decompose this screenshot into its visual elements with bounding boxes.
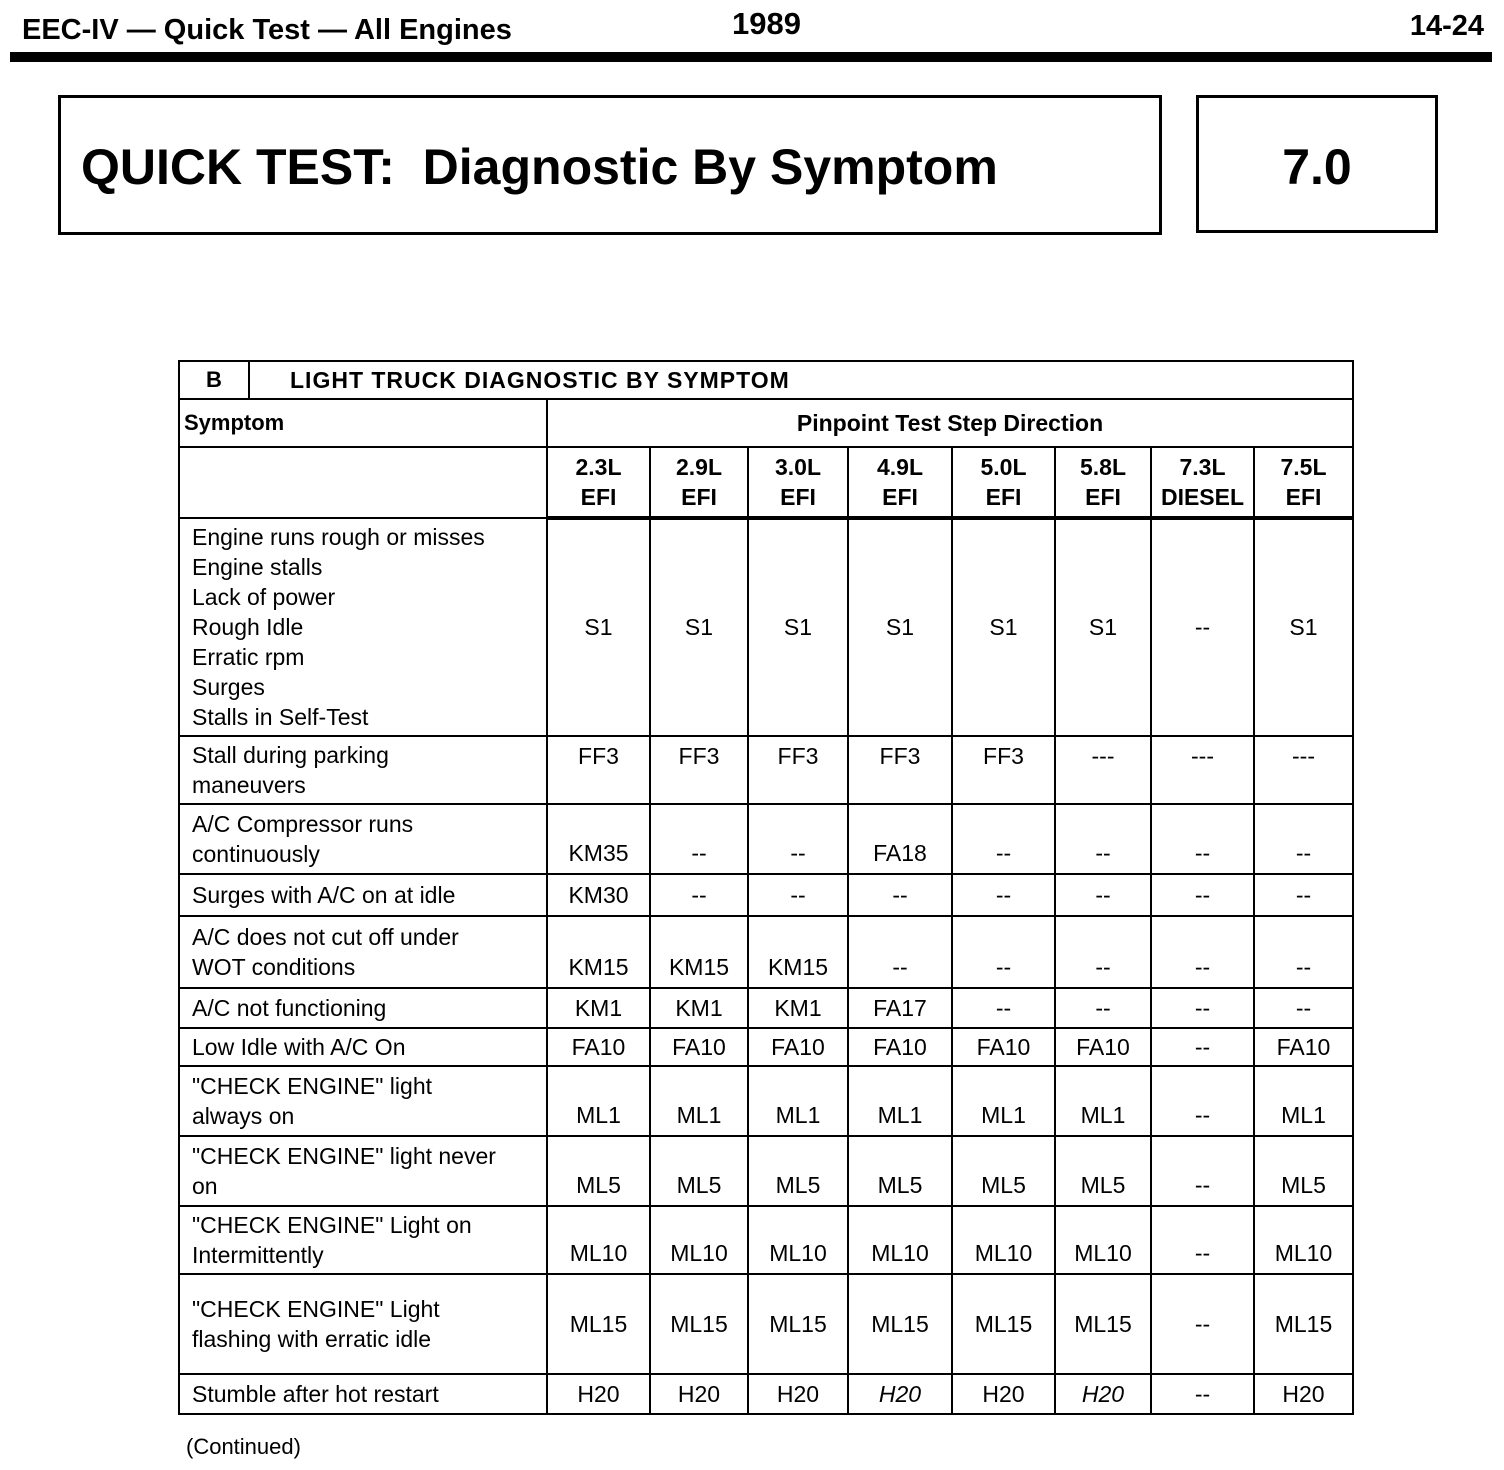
page-header [10, 0, 1490, 60]
symptom-cell [179, 874, 547, 916]
test-step-code: FA10 [650, 1028, 748, 1066]
table-row [179, 736, 1353, 804]
test-step-code: -- [650, 804, 748, 874]
symptom-line: Intermittently [192, 1242, 324, 1268]
test-step-code: H20 [650, 1374, 748, 1414]
test-step-code: FF3 [650, 736, 748, 804]
engine-type: EFI [985, 484, 1022, 510]
engine-header-blank [179, 447, 547, 518]
table-row [179, 988, 1353, 1028]
test-step-code: ML10 [848, 1206, 952, 1274]
test-step-code: ML1 [1055, 1066, 1151, 1136]
test-step-code: -- [1055, 874, 1151, 916]
symptom-line: continuously [192, 841, 320, 867]
test-step-code: -- [1055, 916, 1151, 988]
engine-size: 3.0L [774, 454, 822, 480]
table-header-row [179, 399, 1353, 447]
test-step-code: -- [1151, 1206, 1254, 1274]
symptom-line: Stall during parking [192, 742, 389, 768]
test-step-code: -- [952, 916, 1055, 988]
engine-type: EFI [1085, 484, 1121, 510]
test-step-code: S1 [748, 518, 848, 736]
engine-size: 7.3L [1179, 454, 1226, 480]
header-title: EEC-IV — Quick Test — All Engines [22, 14, 512, 46]
test-step-code: ML10 [952, 1206, 1055, 1274]
symptom-line: "CHECK ENGINE" light [192, 1073, 432, 1099]
symptom-cell [179, 804, 547, 874]
engine-header [1254, 447, 1353, 518]
symptom-line: Engine stalls [192, 554, 323, 580]
test-step-code: ML5 [650, 1136, 748, 1206]
engine-size: 2.3L [575, 454, 622, 480]
test-step-code: -- [1254, 874, 1353, 916]
symptom-line: A/C does not cut off under [192, 924, 459, 950]
test-step-code: -- [1151, 874, 1254, 916]
table-row [179, 1028, 1353, 1066]
test-step-code: ML15 [547, 1274, 650, 1374]
test-step-code: ML5 [748, 1136, 848, 1206]
test-step-code: -- [952, 988, 1055, 1028]
test-step-code: FA10 [1055, 1028, 1151, 1066]
table-row [179, 1374, 1353, 1414]
test-step-code: --- [1254, 736, 1353, 804]
test-step-code: KM1 [650, 988, 748, 1028]
section-number: 7.0 [1282, 139, 1352, 195]
test-step-code: FA18 [848, 804, 952, 874]
test-step-code: KM1 [547, 988, 650, 1028]
test-step-code: -- [748, 804, 848, 874]
test-step-code: KM15 [650, 916, 748, 988]
title-box [58, 95, 1162, 235]
symptom-line: maneuvers [192, 772, 306, 798]
table-id: B [179, 361, 249, 399]
test-step-code: -- [1151, 916, 1254, 988]
diagnostic-table [178, 360, 1354, 1415]
test-step-code: -- [1151, 518, 1254, 736]
test-step-code: ML1 [848, 1066, 952, 1136]
symptom-cell [179, 518, 547, 736]
test-step-code: H20 [547, 1374, 650, 1414]
symptom-cell [179, 736, 547, 804]
test-step-code: KM15 [547, 916, 650, 988]
test-step-code: S1 [547, 518, 650, 736]
test-step-code: --- [1151, 736, 1254, 804]
symptom-line: Engine runs rough or misses [192, 524, 485, 550]
test-step-code: H20 [748, 1374, 848, 1414]
symptom-line: Erratic rpm [192, 644, 305, 670]
test-step-code: ML15 [650, 1274, 748, 1374]
test-step-code: -- [1151, 1136, 1254, 1206]
engine-header [547, 447, 650, 518]
test-step-code: FA17 [848, 988, 952, 1028]
symptom-cell [179, 1206, 547, 1274]
test-step-code: -- [1151, 1028, 1254, 1066]
symptom-line: Stumble after hot restart [192, 1381, 439, 1407]
symptom-column-header: Symptom [179, 399, 547, 447]
header-rule [10, 52, 1492, 62]
engine-type: EFI [580, 484, 617, 510]
test-step-code: KM30 [547, 874, 650, 916]
engine-size: 5.8L [1079, 454, 1127, 480]
pinpoint-group-header: Pinpoint Test Step Direction [547, 399, 1353, 447]
test-step-code: -- [1151, 1274, 1254, 1374]
test-step-code: KM1 [748, 988, 848, 1028]
test-step-code: ML5 [547, 1136, 650, 1206]
test-step-code: ML10 [547, 1206, 650, 1274]
engine-header-row [179, 447, 1353, 518]
test-step-code: -- [1151, 988, 1254, 1028]
table-row [179, 1136, 1353, 1206]
symptom-line: "CHECK ENGINE" Light [192, 1296, 440, 1322]
test-step-code: H20 [952, 1374, 1055, 1414]
test-step-code: ML1 [650, 1066, 748, 1136]
engine-header [848, 447, 952, 518]
test-step-code: ML15 [748, 1274, 848, 1374]
test-step-code: ML10 [748, 1206, 848, 1274]
symptom-cell [179, 916, 547, 988]
test-step-code: -- [1055, 988, 1151, 1028]
symptom-line: Lack of power [192, 584, 336, 610]
table-title-row [179, 361, 1353, 399]
test-step-code: -- [1151, 1374, 1254, 1414]
test-step-code: ML15 [1055, 1274, 1151, 1374]
test-step-code: FA10 [748, 1028, 848, 1066]
symptom-cell [179, 1374, 547, 1414]
symptom-line: "CHECK ENGINE" Light on [192, 1212, 472, 1238]
symptom-line: A/C Compressor runs [192, 811, 414, 837]
symptom-line: on [192, 1173, 218, 1199]
test-step-code: H20 [848, 1374, 952, 1414]
table-row [179, 804, 1353, 874]
symptom-line: Surges with A/C on at idle [192, 882, 456, 908]
engine-header [1151, 447, 1254, 518]
table-row [179, 1066, 1353, 1136]
test-step-code: -- [1055, 804, 1151, 874]
test-step-code: -- [1254, 804, 1353, 874]
test-step-code: FF3 [748, 736, 848, 804]
engine-header [952, 447, 1055, 518]
symptom-cell [179, 1066, 547, 1136]
test-step-code: -- [848, 874, 952, 916]
table-row [179, 916, 1353, 988]
engine-size: 2.9L [675, 454, 723, 480]
symptom-line: Low Idle with A/C On [192, 1034, 406, 1060]
section-number-box [1196, 95, 1438, 233]
continued-note: (Continued) [186, 1434, 301, 1459]
table-row [179, 1274, 1353, 1374]
test-step-code: FA10 [1254, 1028, 1353, 1066]
engine-type: EFI [1285, 484, 1322, 510]
test-step-code: FF3 [848, 736, 952, 804]
symptom-line: Surges [192, 674, 265, 700]
test-step-code: FA10 [848, 1028, 952, 1066]
test-step-code: H20 [1055, 1374, 1151, 1414]
symptom-cell [179, 988, 547, 1028]
symptom-cell [179, 1028, 547, 1066]
engine-type: EFI [882, 484, 918, 510]
engine-type: EFI [681, 484, 717, 510]
header-page-number: 14-24 [1409, 10, 1484, 42]
test-step-code: ML10 [650, 1206, 748, 1274]
engine-type: EFI [780, 484, 816, 510]
test-step-code: -- [1151, 804, 1254, 874]
symptom-line: A/C not functioning [192, 995, 387, 1021]
test-step-code: ML1 [1254, 1066, 1353, 1136]
test-step-code: S1 [1055, 518, 1151, 736]
test-step-code: -- [1254, 916, 1353, 988]
test-step-code: -- [650, 874, 748, 916]
table-row [179, 1206, 1353, 1274]
test-step-code: -- [1151, 1066, 1254, 1136]
table-title: LIGHT TRUCK DIAGNOSTIC BY SYMPTOM [249, 361, 1353, 399]
engine-size: 5.0L [980, 454, 1027, 480]
test-step-code: KM35 [547, 804, 650, 874]
test-step-code: ML15 [1254, 1274, 1353, 1374]
test-step-code: S1 [650, 518, 748, 736]
engine-header [1055, 447, 1151, 518]
engine-type: DIESEL [1160, 484, 1245, 510]
test-step-code: S1 [952, 518, 1055, 736]
symptom-cell [179, 1274, 547, 1374]
test-step-code: FA10 [952, 1028, 1055, 1066]
table-row [179, 874, 1353, 916]
test-step-code: S1 [848, 518, 952, 736]
test-step-code: ML1 [748, 1066, 848, 1136]
test-step-code: ML5 [848, 1136, 952, 1206]
test-step-code: ML1 [952, 1066, 1055, 1136]
test-step-code: -- [952, 874, 1055, 916]
engine-header [748, 447, 848, 518]
test-step-code: FA10 [547, 1028, 650, 1066]
symptom-line: Stalls in Self-Test [192, 704, 369, 730]
test-step-code: -- [848, 916, 952, 988]
symptom-line: Rough Idle [192, 614, 304, 640]
symptom-cell [179, 1136, 547, 1206]
test-step-code: -- [748, 874, 848, 916]
table-row [179, 518, 1353, 736]
test-step-code: -- [1254, 988, 1353, 1028]
symptom-line: WOT conditions [192, 954, 356, 980]
test-step-code: -- [952, 804, 1055, 874]
engine-size: 7.5L [1280, 454, 1327, 480]
test-step-code: ML5 [1254, 1136, 1353, 1206]
test-step-code: ML1 [547, 1066, 650, 1136]
test-step-code: FF3 [547, 736, 650, 804]
engine-size: 4.9L [876, 454, 924, 480]
test-step-code: ML5 [1055, 1136, 1151, 1206]
symptom-line: flashing with erratic idle [192, 1326, 432, 1352]
test-step-code: ML15 [952, 1274, 1055, 1374]
test-step-code: S1 [1254, 518, 1353, 736]
test-step-code: ML15 [848, 1274, 952, 1374]
test-step-code: ML10 [1055, 1206, 1151, 1274]
test-step-code: ML5 [952, 1136, 1055, 1206]
engine-header [650, 447, 748, 518]
test-step-code: KM15 [748, 916, 848, 988]
test-step-code: ML10 [1254, 1206, 1353, 1274]
symptom-line: always on [192, 1103, 295, 1129]
test-step-code: --- [1055, 736, 1151, 804]
test-step-code: H20 [1254, 1374, 1353, 1414]
test-step-code: FF3 [952, 736, 1055, 804]
symptom-line: "CHECK ENGINE" light never [192, 1143, 496, 1169]
page-title: QUICK TEST: Diagnostic By Symptom [81, 139, 998, 195]
header-year: 1989 [732, 6, 801, 41]
